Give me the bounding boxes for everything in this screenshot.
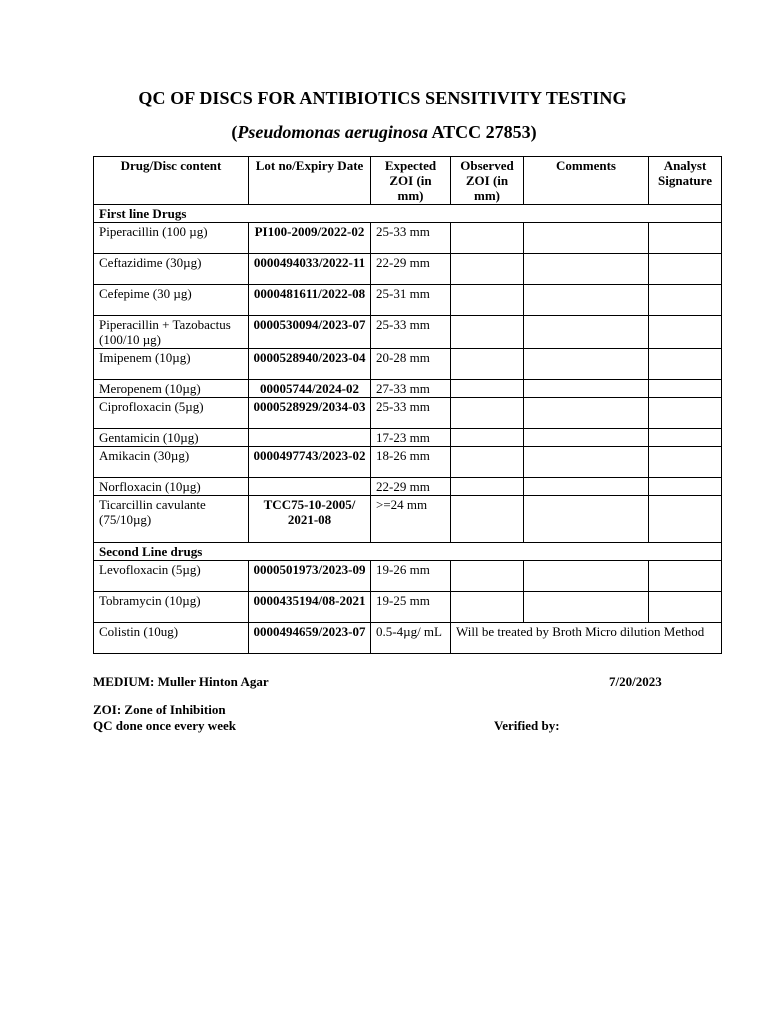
lot-cell: 0000435194/08-2021 xyxy=(249,592,371,623)
lot-cell: 0000494659/2023-07 xyxy=(249,623,371,654)
lot-cell: 0000481611/2022-08 xyxy=(249,285,371,316)
table-row xyxy=(94,285,722,316)
expected-zoi-cell: 19-25 mm xyxy=(371,592,451,623)
comments-cell xyxy=(524,429,649,447)
drug-cell: Norfloxacin (10µg) xyxy=(94,478,249,496)
observed-zoi-cell xyxy=(451,380,524,398)
observed-zoi-cell xyxy=(451,496,524,543)
signature-cell xyxy=(649,592,722,623)
comments-cell xyxy=(524,561,649,592)
table-row xyxy=(94,380,722,398)
lot-cell: 00005744/2024-02 xyxy=(249,380,371,398)
observed-zoi-cell xyxy=(451,316,524,349)
medium-label: MEDIUM: Muller Hinton Agar xyxy=(93,674,269,689)
observed-zoi-cell xyxy=(451,349,524,380)
signature-cell xyxy=(649,398,722,429)
document-subtitle xyxy=(0,122,768,143)
comments-cell xyxy=(524,285,649,316)
expected-zoi-cell: 25-33 mm xyxy=(371,223,451,254)
signature-cell xyxy=(649,316,722,349)
table-row xyxy=(94,478,722,496)
observed-zoi-cell xyxy=(451,478,524,496)
header-comments: Comments xyxy=(524,157,649,205)
verified-by-label: Verified by: xyxy=(494,718,560,733)
expected-zoi-cell: 19-26 mm xyxy=(371,561,451,592)
table-row xyxy=(94,592,722,623)
table-row xyxy=(94,496,722,543)
lot-cell: 0000530094/2023-07 xyxy=(249,316,371,349)
section-label: Second Line drugs xyxy=(94,543,722,561)
header-lot: Lot no/Expiry Date xyxy=(249,157,371,205)
lot-cell: 0000501973/2023-09 xyxy=(249,561,371,592)
expected-zoi-cell: 25-33 mm xyxy=(371,316,451,349)
signature-cell xyxy=(649,561,722,592)
observed-zoi-cell xyxy=(451,398,524,429)
drug-cell: Ceftazidime (30µg) xyxy=(94,254,249,285)
lot-cell: TCC75-10-2005/ 2021-08 xyxy=(249,496,371,543)
drug-cell: Amikacin (30µg) xyxy=(94,447,249,478)
organism-name: Pseudomonas aeruginosa xyxy=(237,122,428,142)
table-row xyxy=(94,623,722,654)
observed-zoi-cell xyxy=(451,254,524,285)
subtitle-open: ( xyxy=(231,122,238,142)
observed-zoi-cell xyxy=(451,561,524,592)
expected-zoi-cell: 0.5-4µg/ mL xyxy=(371,623,451,654)
drug-cell: Levofloxacin (5µg) xyxy=(94,561,249,592)
table-row xyxy=(94,561,722,592)
section-label: First line Drugs xyxy=(94,205,722,223)
lot-cell: 0000528929/2034-03 xyxy=(249,398,371,429)
lot-cell: PI100-2009/2022-02 xyxy=(249,223,371,254)
comments-cell xyxy=(524,380,649,398)
date-label: 7/20/2023 xyxy=(609,674,662,689)
comments-cell xyxy=(524,349,649,380)
expected-zoi-cell: >=24 mm xyxy=(371,496,451,543)
header-signature: Analyst Signature xyxy=(649,157,722,205)
drug-cell: Piperacillin (100 µg) xyxy=(94,223,249,254)
comments-cell xyxy=(524,447,649,478)
signature-cell xyxy=(649,380,722,398)
signature-cell xyxy=(649,478,722,496)
lot-cell: 0000494033/2022-11 xyxy=(249,254,371,285)
signature-cell xyxy=(649,447,722,478)
drug-cell: Ciprofloxacin (5µg) xyxy=(94,398,249,429)
drug-cell: Colistin (10ug) xyxy=(94,623,249,654)
expected-zoi-cell: 17-23 mm xyxy=(371,429,451,447)
observed-zoi-cell xyxy=(451,223,524,254)
drug-cell: Piperacillin + Tazobactus (100/10 µg) xyxy=(94,316,249,349)
observed-zoi-cell xyxy=(451,429,524,447)
section-row-second-line xyxy=(94,543,722,561)
drug-cell: Ticarcillin cavulante (75/10µg) xyxy=(94,496,249,543)
lot-cell xyxy=(249,478,371,496)
table-row xyxy=(94,398,722,429)
comments-cell: Will be treated by Broth Micro dilution Method xyxy=(451,623,722,654)
signature-cell xyxy=(649,429,722,447)
expected-zoi-cell: 20-28 mm xyxy=(371,349,451,380)
qc-frequency: QC done once every week xyxy=(93,718,236,733)
strain-id: ATCC 27853) xyxy=(427,122,537,142)
drug-cell: Imipenem (10µg) xyxy=(94,349,249,380)
title-text: QC OF DISCS FOR ANTIBIOTICS SENSITIVITY TESTING xyxy=(138,88,627,108)
header-observed: Observed ZOI (in mm) xyxy=(451,157,524,205)
comments-cell xyxy=(524,223,649,254)
lot-cell: 0000497743/2023-02 xyxy=(249,447,371,478)
table-row xyxy=(94,254,722,285)
comments-cell xyxy=(524,316,649,349)
signature-cell xyxy=(649,223,722,254)
comments-cell xyxy=(524,592,649,623)
header-expected: Expected ZOI (in mm) xyxy=(371,157,451,205)
signature-cell xyxy=(649,254,722,285)
signature-cell xyxy=(649,496,722,543)
observed-zoi-cell xyxy=(451,285,524,316)
qc-table xyxy=(93,156,722,654)
comments-cell xyxy=(524,398,649,429)
expected-zoi-cell: 18-26 mm xyxy=(371,447,451,478)
drug-cell: Meropenem (10µg) xyxy=(94,380,249,398)
lot-cell: 0000528940/2023-04 xyxy=(249,349,371,380)
drug-cell: Gentamicin (10µg) xyxy=(94,429,249,447)
signature-cell xyxy=(649,285,722,316)
table-row xyxy=(94,349,722,380)
document-title xyxy=(0,88,768,109)
expected-zoi-cell: 25-33 mm xyxy=(371,398,451,429)
signature-cell xyxy=(649,349,722,380)
comments-cell xyxy=(524,478,649,496)
observed-zoi-cell xyxy=(451,592,524,623)
table-row xyxy=(94,223,722,254)
comments-cell xyxy=(524,254,649,285)
section-row-first-line xyxy=(94,205,722,223)
zoi-definition: ZOI: Zone of Inhibition xyxy=(93,702,226,717)
observed-zoi-cell xyxy=(451,447,524,478)
expected-zoi-cell: 22-29 mm xyxy=(371,254,451,285)
drug-cell: Tobramycin (10µg) xyxy=(94,592,249,623)
header-drug: Drug/Disc content xyxy=(94,157,249,205)
comments-cell xyxy=(524,496,649,543)
expected-zoi-cell: 22-29 mm xyxy=(371,478,451,496)
expected-zoi-cell: 27-33 mm xyxy=(371,380,451,398)
table-row xyxy=(94,316,722,349)
drug-cell: Cefepime (30 µg) xyxy=(94,285,249,316)
lot-cell xyxy=(249,429,371,447)
expected-zoi-cell: 25-31 mm xyxy=(371,285,451,316)
table-row xyxy=(94,429,722,447)
table-row xyxy=(94,447,722,478)
table-header-row xyxy=(94,157,722,205)
